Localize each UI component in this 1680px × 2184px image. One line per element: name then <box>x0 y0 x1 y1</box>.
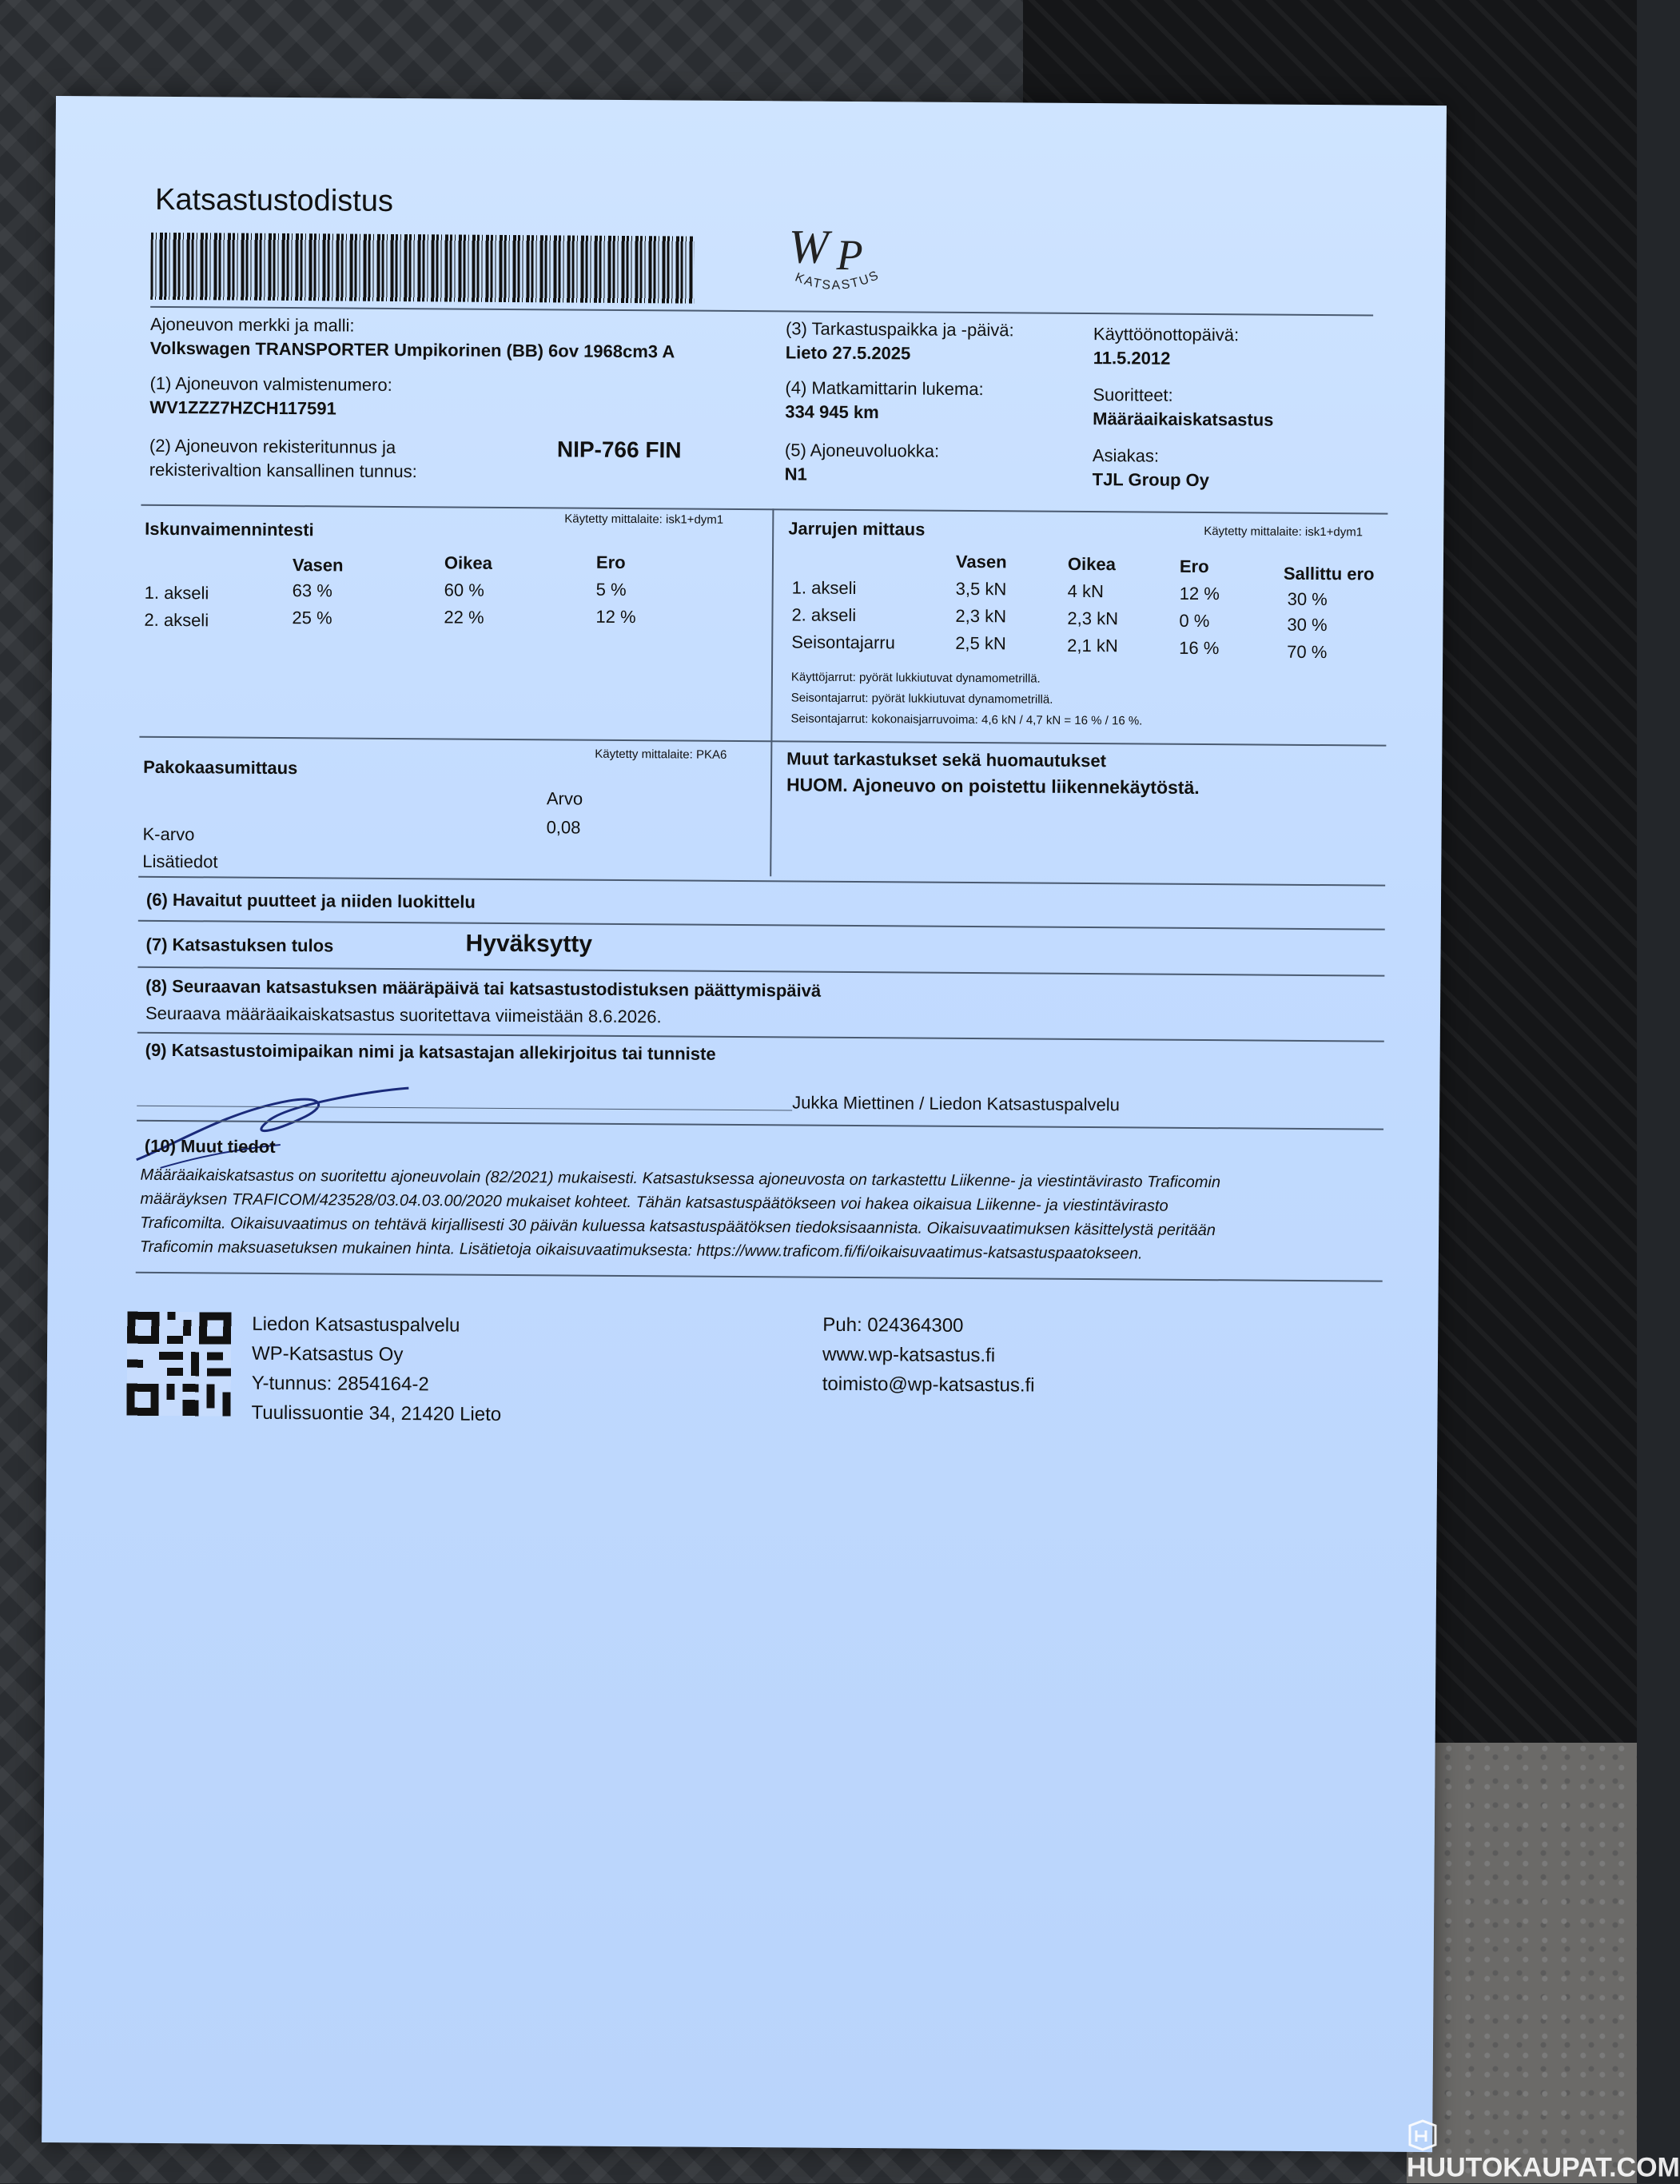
place-value: Lieto 27.5.2025 <box>785 342 911 364</box>
brake-row-vasen: 3,5 kN <box>955 578 1007 600</box>
divider <box>141 504 1387 515</box>
section-9-title: (9) Katsastustoimipaikan nimi ja katsastajan allekirjoitus tai tunniste <box>145 1039 716 1064</box>
performed-value: Määräaikaiskatsastus <box>1093 409 1274 430</box>
exhaust-value-header: Arvo <box>546 788 583 809</box>
vin-label: (1) Ajoneuvon valmistenumero: <box>149 373 392 395</box>
place-label: (3) Tarkastuspaikka ja -päivä: <box>785 318 1014 341</box>
divider <box>138 876 1385 887</box>
brake-test-device: Käytetty mittalaite: isk1+dym1 <box>1204 524 1364 540</box>
brake-row-oikea: 2,3 kN <box>1067 608 1119 629</box>
first-use-value: 11.5.2012 <box>1093 348 1171 369</box>
inspection-certificate <box>42 96 1447 2152</box>
inspection-result: Hyväksytty <box>465 930 593 958</box>
brake-row-oikea: 2,1 kN <box>1067 635 1118 656</box>
extra-info-label: Lisätiedot <box>142 851 218 872</box>
brake-header-vasen: Vasen <box>955 551 1007 572</box>
legal-line: määräyksen TRAFICOM/423528/03.04.03.00/2020 mukaiset kohteet. Tähän katsastuspäätökseen voi hakea oikaisua Liikenne- ja viestintävirasto <box>140 1190 1168 1215</box>
watermark <box>1407 2118 1680 2183</box>
svg-text:P: P <box>836 230 863 280</box>
brake-row-oikea: 4 kN <box>1067 580 1105 602</box>
next-inspection-text: Seuraava määräaikaiskatsastus suoritettava viimeistään 8.6.2026. <box>145 1002 662 1027</box>
qr-code <box>126 1312 231 1417</box>
brake-test-title: Jarrujen mittaus <box>788 518 926 540</box>
section-8-title: (8) Seuraavan katsastuksen määräpäivä tai katsastustodistuksen päättymispäivä <box>145 975 822 1001</box>
exhaust-test-title: Pakokaasumittaus <box>143 756 298 779</box>
section-7-label: (7) Katsastuksen tulos <box>145 934 334 956</box>
divider <box>137 966 1384 977</box>
shock-header-oikea: Oikea <box>444 552 492 573</box>
brake-row-vasen: 2,3 kN <box>955 605 1007 627</box>
shock-row-label: 2. akseli <box>144 609 209 631</box>
brake-header-ero: Ero <box>1179 556 1209 577</box>
shock-header-vasen: Vasen <box>292 555 344 576</box>
class-label: (5) Ajoneuvoluokka: <box>784 440 940 461</box>
legal-text <box>140 1163 1403 1268</box>
brake-header-sallittu: Sallittu ero <box>1283 563 1375 584</box>
k-label: K-arvo <box>142 823 195 845</box>
reg-label-1: (2) Ajoneuvon rekisteritunnus ja <box>149 435 396 457</box>
other-inspections-note: HUOM. Ajoneuvo on poistettu liikennekäytöstä. <box>786 774 1200 799</box>
vin-value: WV1ZZZ7HZCH117591 <box>149 397 336 419</box>
divider <box>138 920 1385 931</box>
brake-note: Käyttöjarrut: pyörät lukkiutuvat dynamometrillä. <box>790 670 1041 686</box>
brake-row-label: 1. akseli <box>791 577 857 599</box>
shock-header-ero: Ero <box>595 552 626 572</box>
section-6-title: (6) Havaitut puutteet ja niiden luokittelu <box>145 889 476 912</box>
brake-row-sallittu: 30 % <box>1287 614 1328 636</box>
shock-row-vasen: 63 % <box>292 580 332 601</box>
legal-line: Traficomilta. Oikaisuvaatimus on tehtävä kirjallisesti 30 päivän kuluessa katsastuspäätöksen tiedoksisaannista. Oikaisuvaatimuksen käsittelystä peritään <box>140 1214 1216 1240</box>
performed-label: Suoritteet: <box>1093 385 1173 405</box>
svg-text:KATSASTUS: KATSASTUS <box>793 268 882 293</box>
svg-text:W: W <box>788 220 829 273</box>
company-line: Y-tunnus: 2854164-2 <box>251 1372 429 1396</box>
class-value: N1 <box>784 464 807 484</box>
brake-row-label: Seisontajarru <box>791 632 895 653</box>
odometer-label: (4) Matkamittarin lukema: <box>785 377 984 400</box>
divider <box>136 1272 1383 1282</box>
barcode <box>150 233 695 304</box>
shock-row-label: 1. akseli <box>144 582 209 604</box>
website: www.wp-katsastus.fi <box>822 1343 996 1367</box>
brake-note: Seisontajarrut: pyörät lukkiutuvat dynamometrillä. <box>790 691 1053 707</box>
phone: Puh: 024364300 <box>822 1313 964 1337</box>
brake-note: Seisontajarrut: kokonaisjarruvoima: 4,6 kN / 4,7 kN = 16 % / 16 %. <box>790 711 1143 728</box>
company-line: Liedon Katsastuspalvelu <box>252 1313 460 1337</box>
brake-row-label: 2. akseli <box>791 604 857 626</box>
contact-info <box>822 1310 1036 1401</box>
reg-label-2: rekisterivaltion kansallinen tunnus: <box>149 459 417 482</box>
watermark-text: HUUTOKAUPAT.COM <box>1407 2152 1680 2183</box>
customer-label: Asiakas: <box>1092 445 1160 466</box>
shock-row-ero: 5 % <box>595 579 627 600</box>
shock-test-title: Iskunvaimennintesti <box>145 518 314 540</box>
brake-row-sallittu: 70 % <box>1287 641 1328 663</box>
first-use-label: Käyttöönottopäivä: <box>1093 324 1240 345</box>
make-model-label: Ajoneuvon merkki ja malli: <box>149 313 355 336</box>
column-divider <box>770 508 774 876</box>
brake-row-sallittu: 30 % <box>1287 588 1328 610</box>
other-inspections-title: Muut tarkastukset sekä huomautukset <box>786 748 1107 771</box>
k-value: 0,08 <box>546 817 581 838</box>
wp-katsastus-logo <box>766 213 902 301</box>
shock-row-oikea: 22 % <box>444 607 484 628</box>
company-line: Tuulissuontie 34, 21420 Lieto <box>251 1401 502 1425</box>
shock-row-vasen: 25 % <box>292 608 332 628</box>
company-line: WP-Katsastus Oy <box>251 1342 404 1366</box>
brake-row-vasen: 2,5 kN <box>955 632 1006 654</box>
legal-line: Traficomin maksuasetuksen mukainen hinta. Lisätietoja oikaisuvaatimuksesta: https://www.traficom.fi/fi/oikaisuvaatimus-katsastuspaatokseen. <box>139 1237 1143 1263</box>
legal-line: Määräaikaiskatsastus on suoritettu ajoneuvolain (82/2021) mukaisesti. Katsastuksessa ajoneuvosta on tarkastettu Liikenne- ja viestintävirasto Traficomin <box>140 1166 1221 1192</box>
exhaust-test-device: Käytetty mittalaite: PKA6 <box>595 747 727 762</box>
brake-header-oikea: Oikea <box>1067 553 1116 575</box>
company-info <box>251 1309 502 1429</box>
shock-row-ero: 12 % <box>595 606 636 628</box>
customer-value: TJL Group Oy <box>1092 469 1210 491</box>
section-10-title: (10) Muut tiedot <box>144 1135 276 1157</box>
email: toimisto@wp-katsastus.fi <box>822 1373 1035 1397</box>
brake-row-ero: 16 % <box>1179 637 1220 659</box>
signer-name: Jukka Miettinen / Liedon Katsastuspalvelu <box>792 1092 1120 1115</box>
reg-value: NIP-766 FIN <box>556 436 682 463</box>
document-title: Katsastustodistus <box>154 182 394 218</box>
make-model-value: Volkswagen TRANSPORTER Umpikorinen (BB) 6ov 1968cm3 A <box>149 337 675 362</box>
shock-row-oikea: 60 % <box>444 580 484 600</box>
watermark-icon <box>1407 2119 1439 2151</box>
shock-test-device: Käytetty mittalaite: isk1+dym1 <box>564 512 724 527</box>
gravel-background <box>1407 1743 1637 2183</box>
brake-row-ero: 0 % <box>1179 610 1210 632</box>
divider <box>139 736 1386 747</box>
odometer-value: 334 945 km <box>785 401 879 423</box>
brake-row-ero: 12 % <box>1179 583 1220 604</box>
